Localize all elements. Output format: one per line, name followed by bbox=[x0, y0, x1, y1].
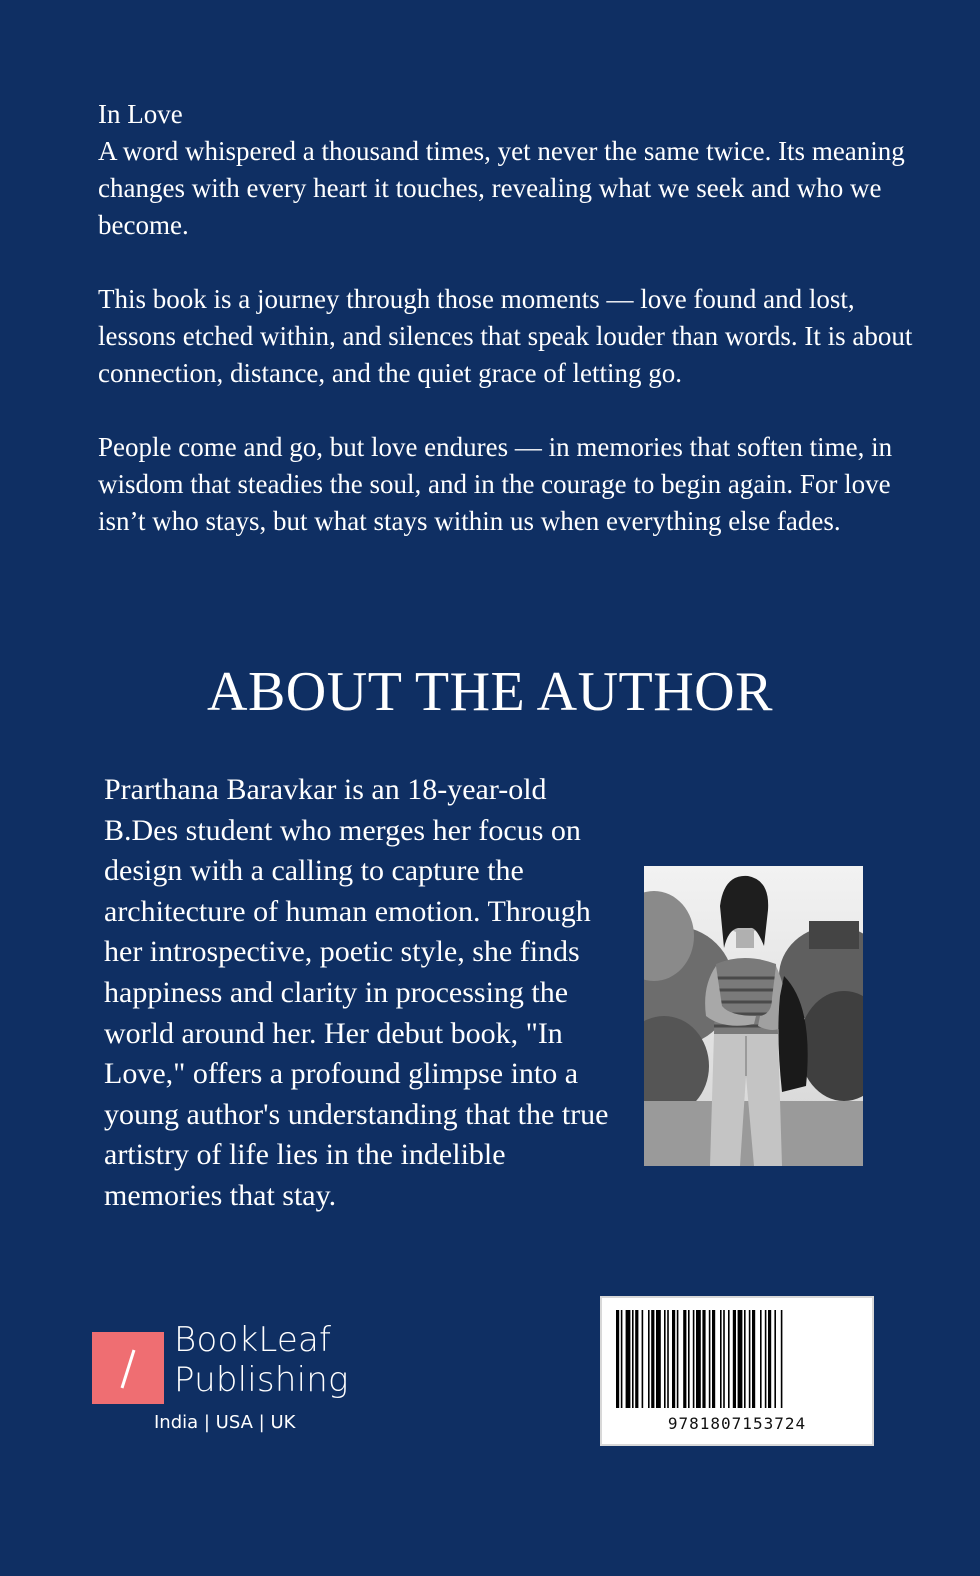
barcode-bar bbox=[749, 1310, 751, 1408]
barcode-bar bbox=[712, 1310, 715, 1408]
barcode-bar bbox=[642, 1310, 644, 1408]
barcode-bar bbox=[664, 1310, 666, 1408]
barcode-bar bbox=[752, 1310, 755, 1408]
barcode-bar bbox=[621, 1310, 623, 1408]
barcode-bar bbox=[728, 1310, 730, 1408]
blurb-intro: A word whispered a thousand times, yet never the same twice. Its meaning changes with every heart it touches, revealing what we seek and who we become. bbox=[98, 136, 905, 240]
barcode-bar bbox=[677, 1310, 679, 1408]
publisher-name-line1: BookLeaf bbox=[174, 1320, 332, 1360]
barcode-bar bbox=[632, 1310, 634, 1408]
barcode-bar bbox=[693, 1310, 695, 1408]
barcode-bar bbox=[781, 1310, 783, 1408]
publisher-name-line2: Publishing bbox=[174, 1360, 349, 1400]
barcode-bar bbox=[648, 1310, 650, 1408]
barcode-bar bbox=[720, 1310, 722, 1408]
barcode-bar bbox=[688, 1310, 690, 1408]
barcode-bar bbox=[765, 1310, 767, 1408]
barcode-bar bbox=[760, 1310, 762, 1408]
barcode-bar bbox=[768, 1310, 771, 1408]
leaf-slash-icon bbox=[92, 1332, 164, 1404]
barcode-bar bbox=[626, 1310, 631, 1408]
barcode-bar bbox=[683, 1310, 686, 1408]
barcode-bars bbox=[616, 1310, 858, 1408]
barcode-bar bbox=[738, 1310, 743, 1408]
author-bio: Prarthana Baravkar is an 18-year-old B.Des student who merges her focus on design with a calling to capture the architecture of human emotion. Through her introspective, poetic style, she finds happiness and clarity in processing the world around her. Her debut book, "In Love," offers a profound glimpse into a young author's understanding that the true artistry of life lies in the indelible memories that stay. bbox=[104, 773, 609, 1212]
barcode-bar bbox=[723, 1310, 725, 1408]
barcode-bar bbox=[656, 1310, 661, 1408]
isbn-number: 9781807153724 bbox=[667, 1414, 807, 1433]
isbn-barcode bbox=[600, 1296, 874, 1446]
barcode-bar bbox=[744, 1310, 746, 1408]
blurb-title: In Love A word whispered a thousand times, yet never the same twice. Its meaning changes with every heart it touches, revealing what we seek and who we become. bbox=[98, 99, 905, 240]
barcode-bar bbox=[709, 1310, 711, 1408]
blurb-paragraph-2: This book is a journey through those moments — love found and lost, lessons etched within, and silences that speak louder than words. It is about connection, distance, and the quiet grace of letting go. bbox=[98, 284, 913, 388]
barcode-bar bbox=[702, 1310, 705, 1408]
back-cover-blurb bbox=[98, 96, 918, 540]
publisher-logo bbox=[92, 1320, 392, 1452]
barcode-bar bbox=[696, 1310, 701, 1408]
barcode-bar bbox=[635, 1310, 638, 1408]
about-author-heading: ABOUT THE AUTHOR bbox=[207, 661, 773, 723]
publisher-regions: India | USA | UK bbox=[154, 1412, 296, 1433]
author-photo bbox=[644, 866, 863, 1166]
barcode-bar bbox=[616, 1310, 619, 1408]
barcode-bar bbox=[774, 1310, 776, 1408]
barcode-bar bbox=[667, 1310, 669, 1408]
blurb-paragraph-3: People come and go, but love endures — in memories that soften time, in wisdom that steadies the soul, and in the courage to begin again. For love isn’t who stays, but what stays within us when everything else fades. bbox=[98, 432, 893, 536]
barcode-bar bbox=[733, 1310, 736, 1408]
publisher-name bbox=[174, 1320, 349, 1400]
barcode-bar bbox=[651, 1310, 654, 1408]
barcode-bar bbox=[672, 1310, 675, 1408]
